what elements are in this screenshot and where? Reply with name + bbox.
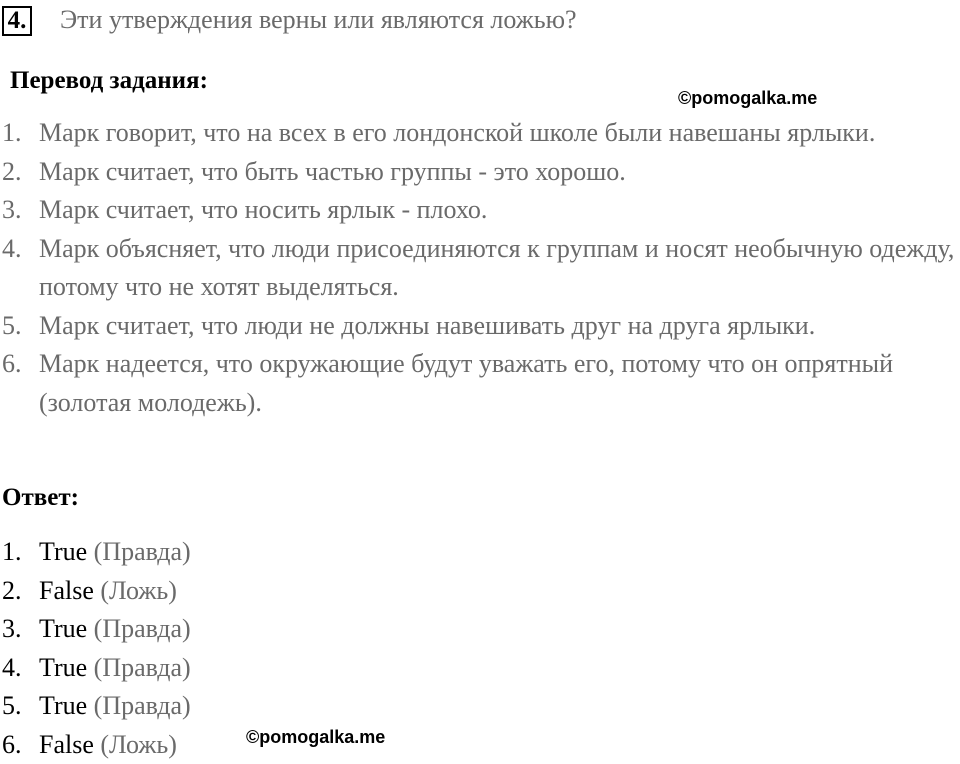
translation-item-number: 4. [2, 230, 22, 269]
answer-item-value: True [39, 537, 87, 566]
answer-item [0, 533, 400, 572]
answer-item-value: True [39, 691, 87, 720]
answer-item-translation: (Правда) [94, 537, 191, 566]
translation-list [0, 114, 955, 422]
translation-item-number: 6. [2, 345, 22, 384]
answer-item-translation: (Правда) [94, 614, 191, 643]
translation-item-number: 1. [2, 114, 22, 153]
answer-item [0, 649, 400, 688]
answer-item-number: 3. [2, 610, 22, 649]
answer-item [0, 687, 400, 726]
translation-item-text: Марк считает, что носить ярлык - плохо. [39, 195, 487, 224]
answer-item-translation: (Ложь) [100, 576, 176, 605]
translation-item-number: 3. [2, 191, 22, 230]
answer-item-translation: (Ложь) [100, 730, 176, 759]
answer-item [0, 572, 400, 611]
answer-item-value: False [39, 730, 94, 759]
watermark-top: ©pomogalka.me [678, 87, 817, 109]
translation-item-text: Марк считает, что быть частью группы - это хорошо. [39, 157, 626, 186]
translation-item-text: Марк надеется, что окружающие будут уважать его, потому что он опрятный (золотая молодежь). [39, 349, 893, 417]
answer-item [0, 610, 400, 649]
task-question: Эти утверждения верны или являются ложью? [60, 3, 577, 37]
translation-item-text: Марк говорит, что на всех в его лондонской школе были навешаны ярлыки. [39, 118, 875, 147]
translation-item-number: 2. [2, 153, 22, 192]
translation-item [0, 191, 955, 230]
task-number-box: 4. [2, 6, 32, 36]
translation-item-text: Марк объясняет, что люди присоединяются к группам и носят необычную одежду, потому что не хотят выделяться. [39, 234, 954, 302]
answer-item-value: False [39, 576, 94, 605]
translation-item [0, 114, 955, 153]
answer-item-value: True [39, 653, 87, 682]
answer-item-value: True [39, 614, 87, 643]
answer-item-number: 1. [2, 533, 22, 572]
translation-heading: Перевод задания: [10, 66, 208, 96]
answer-item-number: 2. [2, 572, 22, 611]
translation-item [0, 230, 955, 307]
answer-item-number: 5. [2, 687, 22, 726]
translation-item-number: 5. [2, 307, 22, 346]
answer-item-number: 6. [2, 726, 22, 764]
translation-item-text: Марк считает, что люди не должны навешивать друг на друга ярлыки. [39, 311, 815, 340]
translation-item [0, 307, 955, 346]
answer-item-translation: (Правда) [94, 653, 191, 682]
answer-item-number: 4. [2, 649, 22, 688]
watermark-bottom: ©pomogalka.me [246, 726, 385, 748]
answer-item-translation: (Правда) [94, 691, 191, 720]
translation-item [0, 153, 955, 192]
answer-heading: Ответ: [2, 483, 79, 513]
translation-item [0, 345, 955, 422]
